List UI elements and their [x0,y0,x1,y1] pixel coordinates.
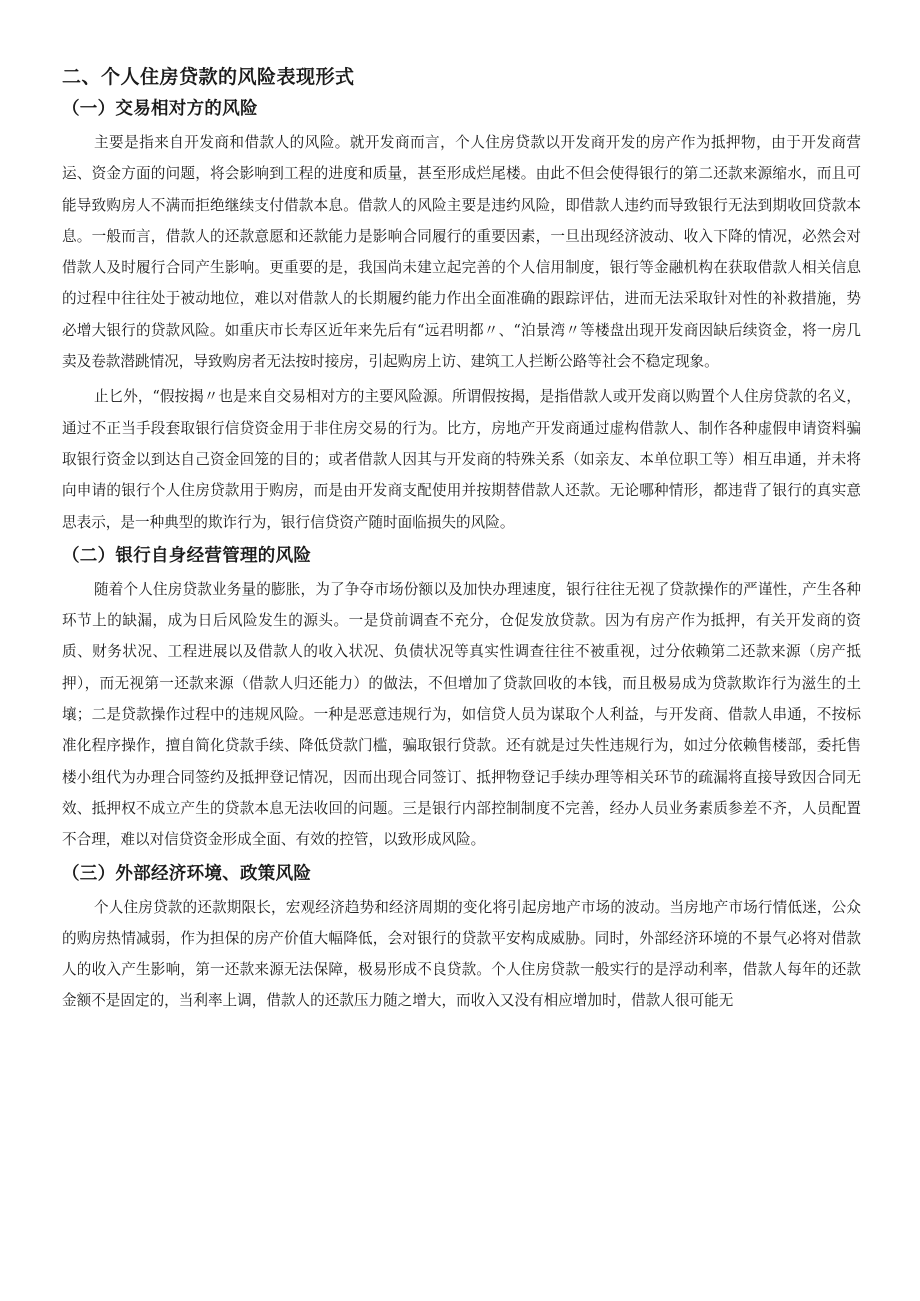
paragraph: 随着个人住房贷款业务量的膨胀，为了争夺市场份额以及加快办理速度，银行往往无视了贷款操作的严谨性，产生各种环节上的缺漏，成为日后风险发生的源头。一是贷前调查不充分，仓促发放贷款。因为有房产作为抵押，有关开发商的资质、财务状况、工程进展以及借款人的收入状况、负债状况等真实性调查往往不被重视，过分依赖第二还款来源（房产抵押），而无视第一还款来源（借款人归还能力）的做法，不但增加了贷款回收的本钱，而且极易成为贷款欺诈行为滋生的土壤；二是贷款操作过程中的违规风险。一种是恶意违规行为，如信贷人员为谋取个人利益，与开发商、借款人串通，不按标准化程序操作，擅自简化贷款手续、降低贷款门槛，骗取银行贷款。还有就是过失性违规行为，如过分依赖售楼部，委托售楼小组代为办理合同签约及抵押登记情况，因而出现合同签订、抵押物登记手续办理等相关环节的疏漏将直接导致因合同无效、抵押权不成立产生的贷款本息无法收回的问题。三是银行内部控制制度不完善，经办人员业务素质参差不齐，人员配置不合理，难以对信贷资金形成全面、有效的控管，以致形成风险。 [62,580,861,849]
subsection-title-counterparty-risk: （一）交易相对方的风险 [62,99,258,119]
paragraph: 主要是指来自开发商和借款人的风险。就开发商而言，个人住房贷款以开发商开发的房产作为抵押物，由于开发商营运、资金方面的问题，将会影响到工程的进度和质量，甚至形成烂尾楼。由此不但会使得银行的第二还款来源缩水，而且可能导致购房人不满而拒绝继续支付借款本息。借款人的风险主要是违约风险，即借款人违约而导致银行无法到期收回贷款本息。一般而言，借款人的还款意愿和还款能力是影响合同履行的重要因素，一旦出现经济波动、收入下降的情况，必然会对借款人及时履行合同产生影响。更重要的是，我国尚未建立起完善的个人信用制度，银行等金融机构在获取借款人相关信息的过程中往往处于被动地位，难以对借款人的长期履约能力作出全面准确的跟踪评估，进而无法采取针对性的补救措施，势必增大银行的贷款风险。如重庆市长寿区近年来先后有“远君明都〃、“泊景湾〃等楼盘出现开发商因缺后续资金，将一房几卖及卷款潜跳情况，导致购房者无法按时接房，引起购房上访、建筑工人拦断公路等社会不稳定现象。 [62,134,861,371]
subsection-title-bank-management-risk: （二）银行自身经营管理的风险 [62,545,312,566]
document-page [62,62,861,1021]
paragraph: 个人住房贷款的还款期限长，宏观经济趋势和经济周期的变化将引起房地产市场的波动。当房地产市场行情低迷，公众的购房热情减弱，作为担保的房产价值大幅降低，会对银行的贷款平安构成威胁。同时，外部经济环境的不景气必将对借款人的收入产生影响，第一还款来源无法保障，极易形成不良贷款。个人住房贷款一般实行的是浮动利率，借款人每年的还款金额不是固定的，当利率上调，借款人的还款压力随之增大，而收入又没有相应增加时，借款人很可能无 [62,898,861,1010]
subsection-title-external-policy-risk: （三）外部经济环境、政策风险 [62,863,312,884]
section-title: 二、个人住房贷款的风险表现形式 [62,66,355,88]
paragraph: 止匕外，“假按揭〃也是来自交易相对方的主要风险源。所谓假按揭，是指借款人或开发商以购置个人住房贷款的名义，通过不正当手段套取银行信贷资金用于非住房交易的行为。比方，房地产开发商通过虚构借款人、制作各种虚假申请资料骗取银行资金以到达自己资金回笼的目的；或者借款人因其与开发商的特殊关系（如亲友、本单位职工等）相互串通，并未将向申请的银行个人住房贷款用于购房，而是由开发商支配使用并按期替借款人还款。无论哪种情形，都违背了银行的真实意思表示，是一种典型的欺诈行为，银行信贷资产随时面临损失的风险。 [62,388,861,531]
